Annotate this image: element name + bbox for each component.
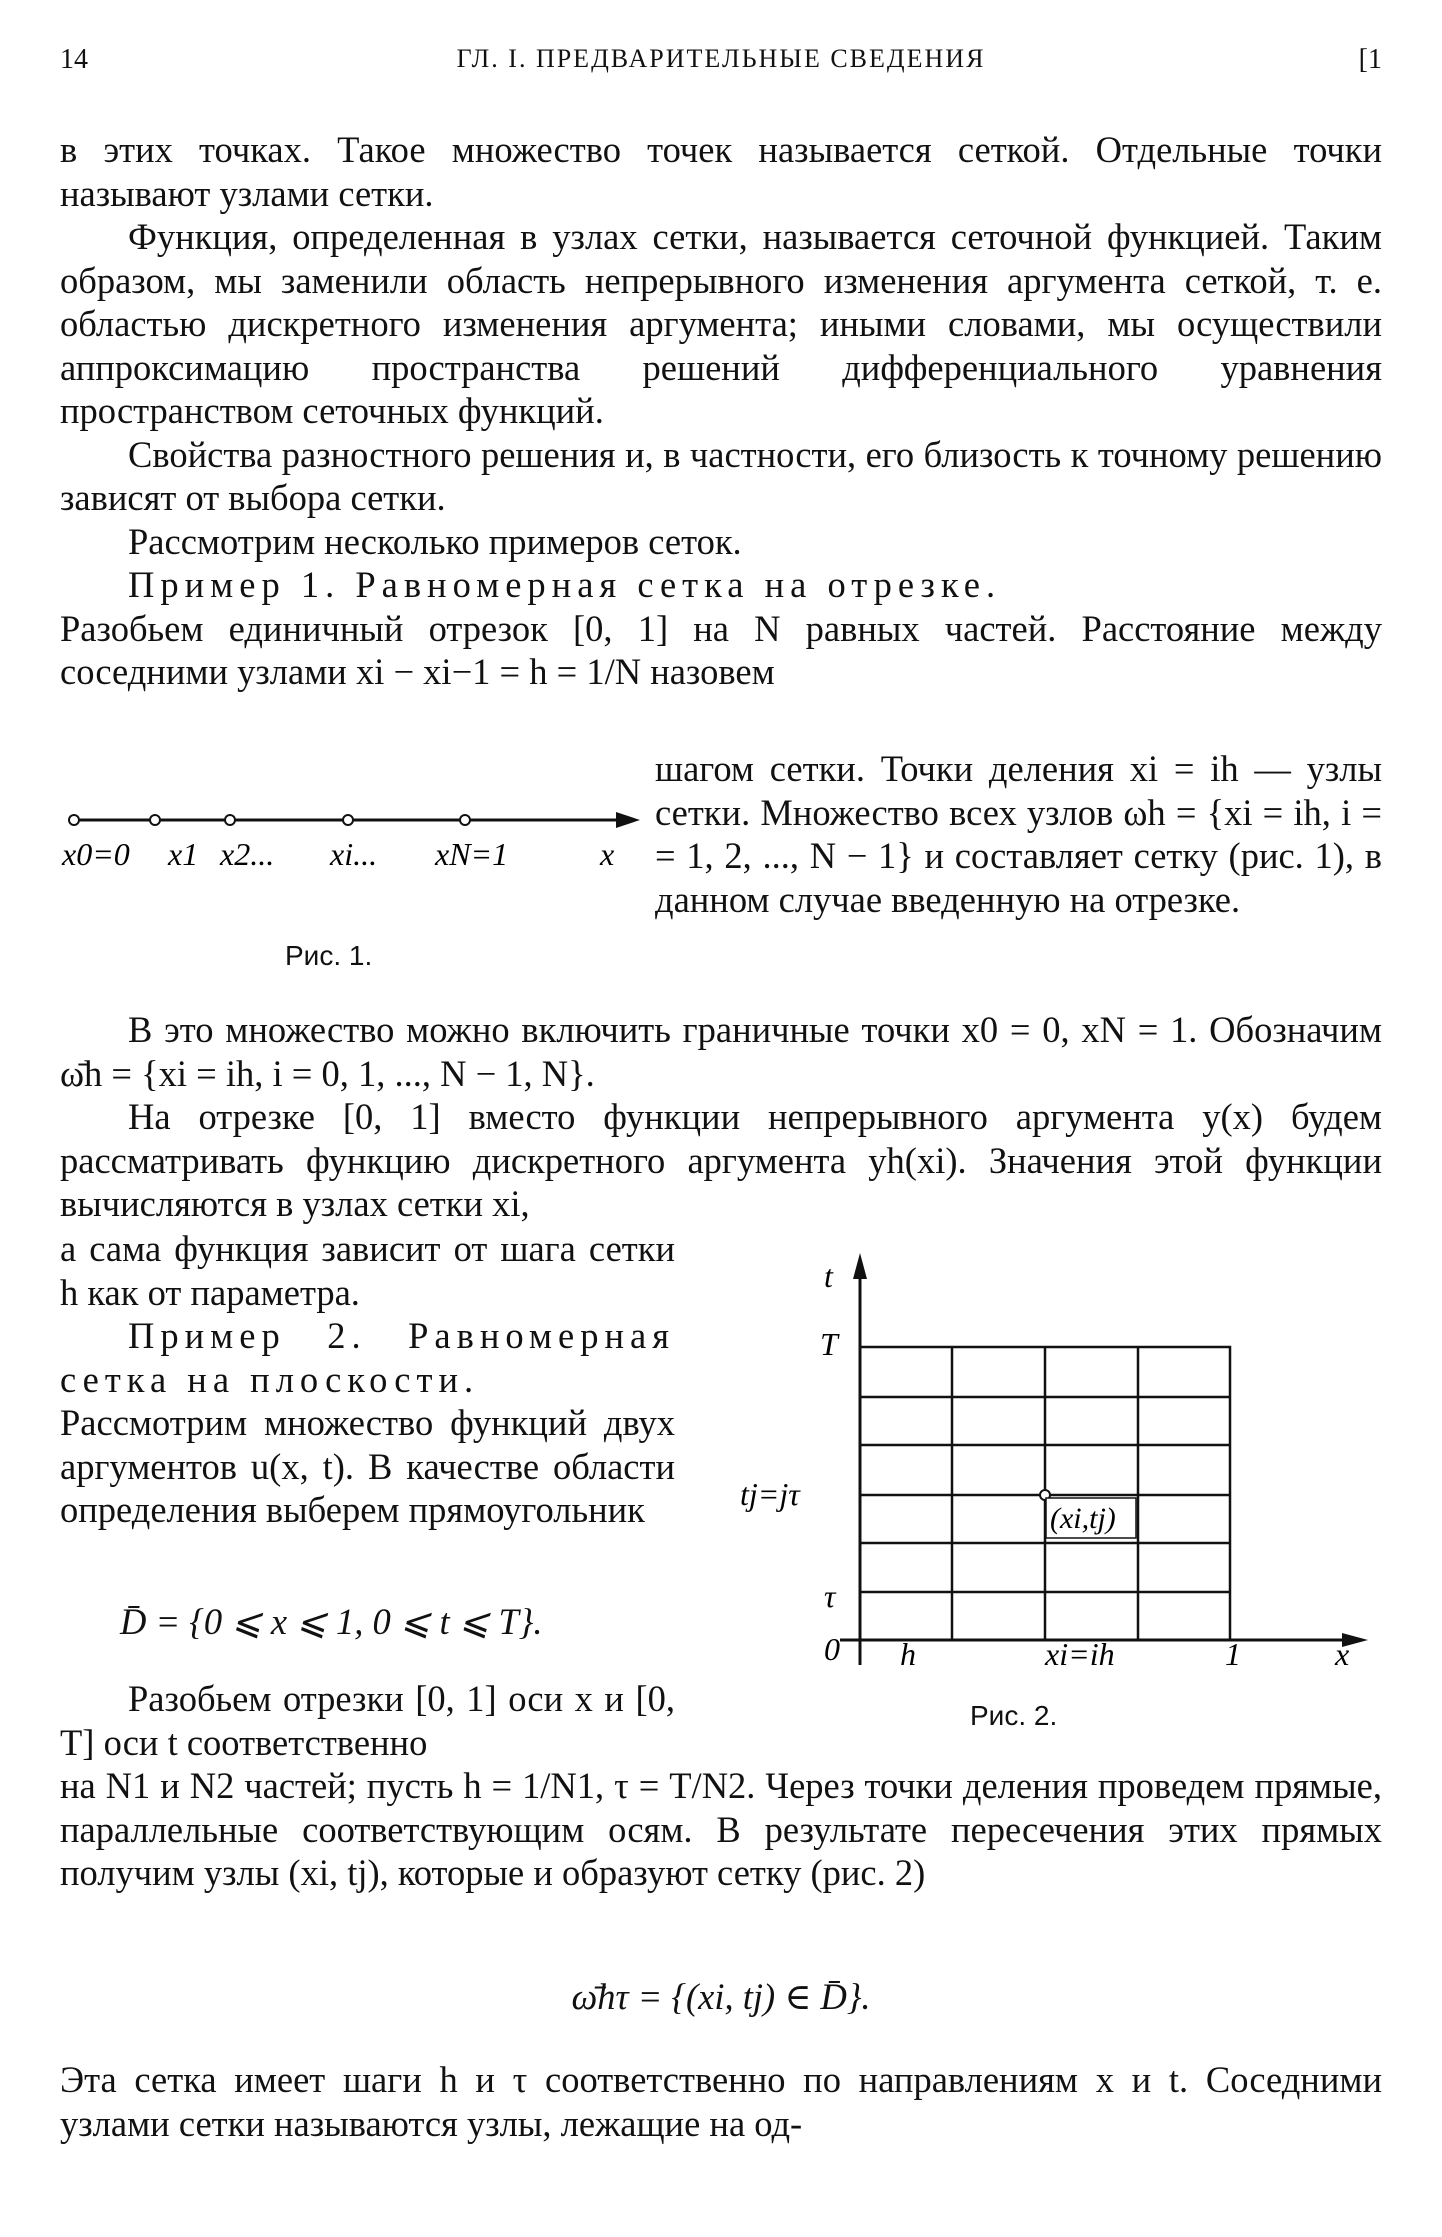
paragraph: шагом сетки. Точки деления xi = ih — узлы сетки. Множество всех узлов ωh = {xi = ih, i = = 1, 2, ..., N − 1} и составляет сетку (рис. 1), в данном случае введенную на отрезке. xyxy=(655,748,1382,920)
paragraph: На отрезке [0, 1] вместо функции непрерывного аргумента y(x) будем рассматривать функцию дискретного аргумента yh(xi). Значения этой функции вычисляются в узлах сетки xi, xyxy=(60,1096,1382,1224)
paragraph: Рассмотрим несколько примеров сеток. xyxy=(128,520,742,562)
chapter-title: ГЛ. I. ПРЕДВАРИТЕЛЬНЫЕ СВЕДЕНИЯ xyxy=(456,44,986,73)
paragraph: а сама функция зависит от шага сетки h как от параметра. xyxy=(60,1228,675,1313)
paragraph: Разобьем единичный отрезок [0, 1] на N равных частей. Расстояние между соседними узлами xi − xi−1 = h = 1/N назовем xyxy=(60,607,1382,692)
text-block-top xyxy=(60,128,1382,694)
label-one: 1 xyxy=(1225,1636,1241,1672)
label-x0: x0=0 xyxy=(62,836,130,872)
paragraph: в этих точках. Такое множество точек называется сеткой. Отдельные точки называют узлами сетки. xyxy=(60,129,1382,214)
example-heading: Пример 2. Равномерная сетка на плоскости. xyxy=(60,1315,675,1400)
label-x-axis: x xyxy=(1335,1636,1350,1672)
text-block-middle xyxy=(60,1008,1382,1226)
plane-grid-diagram xyxy=(740,1245,1380,1695)
page-number: 14 xyxy=(60,44,88,75)
paragraph: на N1 и N2 частей; пусть h = 1/N1, τ = T/N2. Через точки деления проведем прямые, параллельные соответствующим осям. В результате пересечения этих прямых получим узлы (xi, tj), которые и образуют сетку (рис. 2) xyxy=(60,1765,1382,1893)
running-header xyxy=(60,44,1382,84)
paragraph: Свойства разностного решения и, в частности, его близость к точному решению зависят от выбора сетки. xyxy=(60,433,1382,518)
paragraph: В это множество можно включить граничные точки x0 = 0, xN = 1. Обозначим ω̄h = {xi = ih, i = 0, 1, ..., N − 1, N}. xyxy=(60,1009,1382,1094)
figure-2-caption: Рис. 2. xyxy=(970,1700,1058,1731)
label-node: (xi,tj) xyxy=(1050,1502,1116,1535)
formula-grid: ω̄hτ = {(xi, tj) ∈ D̄}. xyxy=(571,1976,871,2017)
label-tj: tj=jτ xyxy=(740,1476,800,1512)
label-t-axis: t xyxy=(824,1258,833,1294)
section-mark: [1 xyxy=(1358,44,1382,75)
label-x-axis: x xyxy=(600,836,615,872)
text-block-bottom xyxy=(60,1764,1382,1895)
example-heading: Пример 1. Равномерная сетка на отрезке. xyxy=(128,564,1002,605)
text-right-fig1 xyxy=(655,747,1382,921)
paragraph: Рассмотрим множество функций двух аргументов u(x, t). В качестве области определения выберем прямоугольник xyxy=(60,1402,675,1530)
paragraph: Разобьем отрезки [0, 1] оси x и [0, T] оси t соответственно xyxy=(60,1678,675,1763)
formula-domain: D̄ = {0 ⩽ x ⩽ 1, 0 ⩽ t ⩽ T}. xyxy=(120,1601,543,1642)
label-T: T xyxy=(820,1326,838,1362)
text-left-fig2-bottom xyxy=(60,1677,675,1764)
label-tau: τ xyxy=(824,1578,836,1614)
text-block-last xyxy=(60,2058,1382,2145)
paragraph: Функция, определенная в узлах сетки, называется сеточной функцией. Таким образом, мы заменили область непрерывного изменения аргумента сеткой, т. е. областью дискретного изменения аргумента; иными словами, мы осуществили аппроксимацию пространства решений дифференциального уравнения пространством сеточных функций. xyxy=(60,216,1382,431)
label-xi: xi=ih xyxy=(1045,1636,1115,1672)
segment-grid-diagram xyxy=(60,790,650,930)
paragraph: Эта сетка имеет шаги h и τ соответственно по направлениям x и t. Соседними узлами сетки называются узлы, лежащие на од- xyxy=(60,2059,1382,2144)
label-origin: 0 xyxy=(824,1631,840,1667)
label-x1: x1 xyxy=(168,836,199,872)
figure-2 xyxy=(740,1245,1380,1775)
label-xi: xi... xyxy=(330,836,378,872)
label-xN: xN=1 xyxy=(435,836,509,872)
text-left-fig2 xyxy=(60,1227,675,1532)
label-x2: x2... xyxy=(220,836,275,872)
figure-1-caption: Рис. 1. xyxy=(285,940,373,971)
label-h: h xyxy=(900,1636,916,1672)
figure-1 xyxy=(60,790,650,990)
